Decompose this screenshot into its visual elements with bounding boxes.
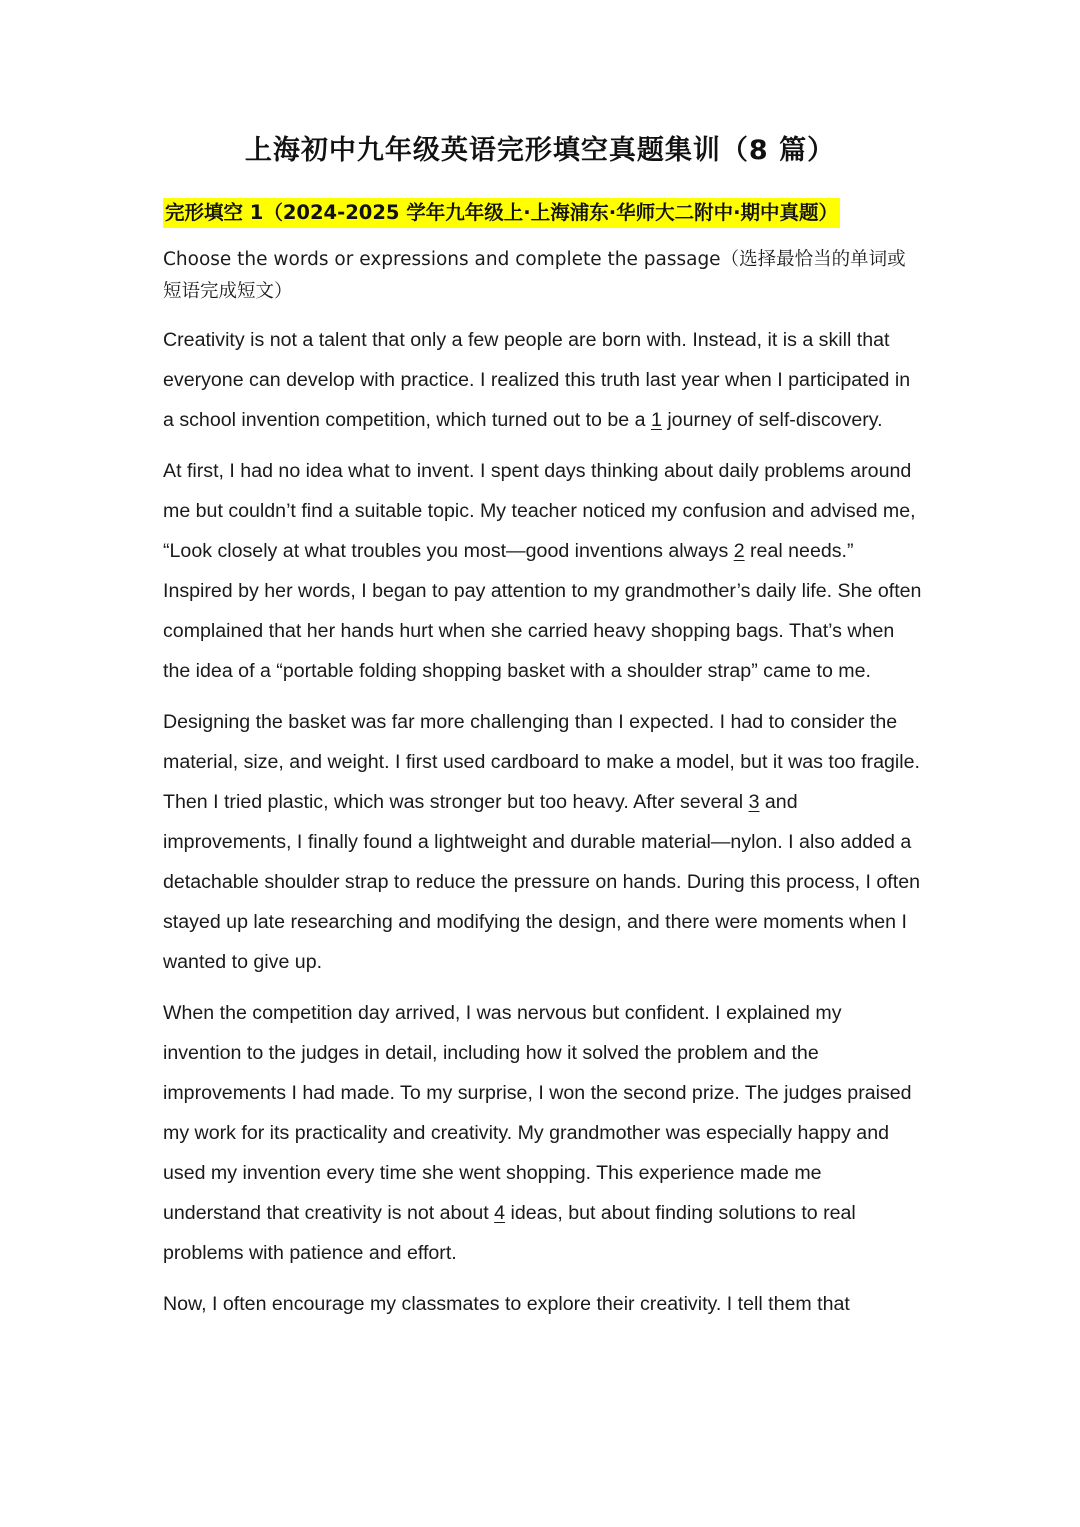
paragraph-text: Designing the basket was far more challenging than I expected. I had to consider the material, size, and weight. I first used cardboard to make a model, but it was too fragile. Then I tried plastic, which was stronger but too heavy. After several (163, 711, 920, 813)
passage-paragraph-3 (163, 702, 923, 982)
blank-number-4: 4 (494, 1202, 506, 1224)
paragraph-text: At first, I had no idea what to invent. I spent days thinking about daily problems around me but couldn’t find a suitable topic. My teacher noticed my confusion and advised me, “Look closely at what troubles you most—good inventions always (163, 460, 916, 562)
paragraph-text: and improvements, I finally found a lightweight and durable material—nylon. I also added a detachable shoulder strap to reduce the pressure on hands. During this process, I often stayed up late researching and modifying the design, and there were moments when I wanted to give up. (163, 791, 920, 973)
blank-number-3: 3 (748, 791, 760, 813)
paragraph-text: Now, I often encourage my classmates to explore their creativity. I tell them that (163, 1293, 850, 1315)
passage-paragraph-4 (163, 993, 923, 1273)
paragraph-text: When the competition day arrived, I was nervous but confident. I explained my invention to the judges in detail, including how it solved the problem and the improvements I had made. To my surprise, I won the second prize. The judges praised my work for its practicality and creativity. My grandmother was especially happy and used my invention every time she went shopping. This experience made me understand that creativity is not about (163, 1002, 912, 1224)
section-heading-highlighted: 完形填空 1（2024-2025 学年九年级上·上海浦东·华师大二附中·期中真题） (163, 198, 840, 228)
instruction-text: Choose the words or expressions and complete the passage（选择最恰当的单词或短语完成短文） (163, 249, 906, 302)
paragraph-text: real needs.” Inspired by her words, I began to pay attention to my grandmother’s daily life. She often complained that her hands hurt when she carried heavy shopping bags. That’s when the idea of a “portable folding shopping basket with a shoulder strap” came to me. (163, 540, 922, 682)
paragraph-text: Creativity is not a talent that only a few people are born with. Instead, it is a skill that everyone can develop with practice. I realized this truth last year when I participated in a school invention competition, which turned out to be a (163, 329, 911, 431)
document-title: 上海初中九年级英语完形填空真题集训（8 篇） (244, 135, 836, 166)
blank-number-2: 2 (733, 540, 745, 562)
passage-paragraph-2 (163, 451, 923, 691)
blank-number-1: 1 (650, 409, 662, 431)
paragraph-text: journey of self-discovery. (661, 409, 883, 431)
passage (163, 320, 923, 1335)
passage-paragraph-5 (163, 1284, 923, 1324)
paragraph-text: ideas, but about finding solutions to real problems with patience and effort. (163, 1202, 856, 1264)
passage-paragraph-1 (163, 320, 923, 440)
